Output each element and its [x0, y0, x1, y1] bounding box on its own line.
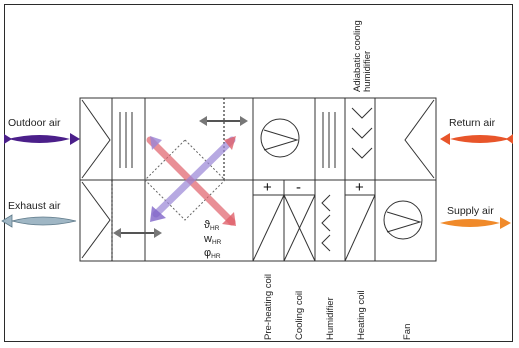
heating-plus-sign: +	[355, 179, 364, 196]
theta-symbol: ϑ	[204, 219, 211, 231]
filter-chevrons	[82, 100, 434, 258]
hr-sub: HR	[211, 239, 222, 246]
adiabatic-label-group	[352, 20, 373, 92]
hr-sub: HR	[210, 225, 220, 232]
outdoor-air-label: Outdoor air	[8, 117, 61, 129]
svg-text:wHR	[203, 233, 222, 246]
adiabatic-label-line2: humidifier	[362, 50, 373, 92]
return-air-label: Return air	[449, 117, 496, 129]
humidifier-lines	[323, 112, 335, 168]
exhaust-air-arrow	[2, 215, 76, 227]
recirc-arrow-bottom	[113, 228, 162, 238]
return-fan	[261, 119, 299, 157]
cooling-minus-sign: -	[296, 179, 301, 196]
phi-symbol: φ	[204, 247, 212, 259]
cooling-coil-cell	[284, 195, 315, 261]
heating-coil-label: Heating coil	[356, 290, 367, 340]
humidifier-cell	[322, 195, 330, 251]
adiabatic-label-line1: Adiabatic cooling	[352, 20, 363, 92]
w-symbol: w	[204, 233, 212, 245]
exhaust-air-label: Exhaust air	[8, 200, 61, 212]
fan-label: Fan	[402, 323, 413, 340]
heat-recovery-arrows	[150, 136, 236, 226]
svg-text:φHR	[204, 247, 221, 260]
humidifier-label: Humidifier	[325, 297, 336, 340]
filter-lines	[120, 112, 132, 168]
svg-text:ϑHR	[204, 219, 220, 232]
supply-fan	[384, 201, 422, 239]
hr-symbols	[203, 219, 222, 260]
hr-sub: HR	[211, 253, 221, 260]
cooling-coil-label: Cooling coil	[294, 290, 305, 340]
supply-air-arrow	[440, 217, 511, 229]
preheating-coil-label: Pre-heating coil	[263, 273, 274, 340]
preheat-plus-sign: +	[263, 179, 272, 196]
recirc-arrow-top	[199, 116, 248, 126]
supply-air-label: Supply air	[447, 205, 494, 217]
return-air-arrow	[440, 133, 513, 145]
outdoor-air-arrow	[4, 133, 80, 145]
adiabatic-humidifier-cell	[352, 108, 372, 158]
heating-coil-cell	[345, 195, 375, 261]
